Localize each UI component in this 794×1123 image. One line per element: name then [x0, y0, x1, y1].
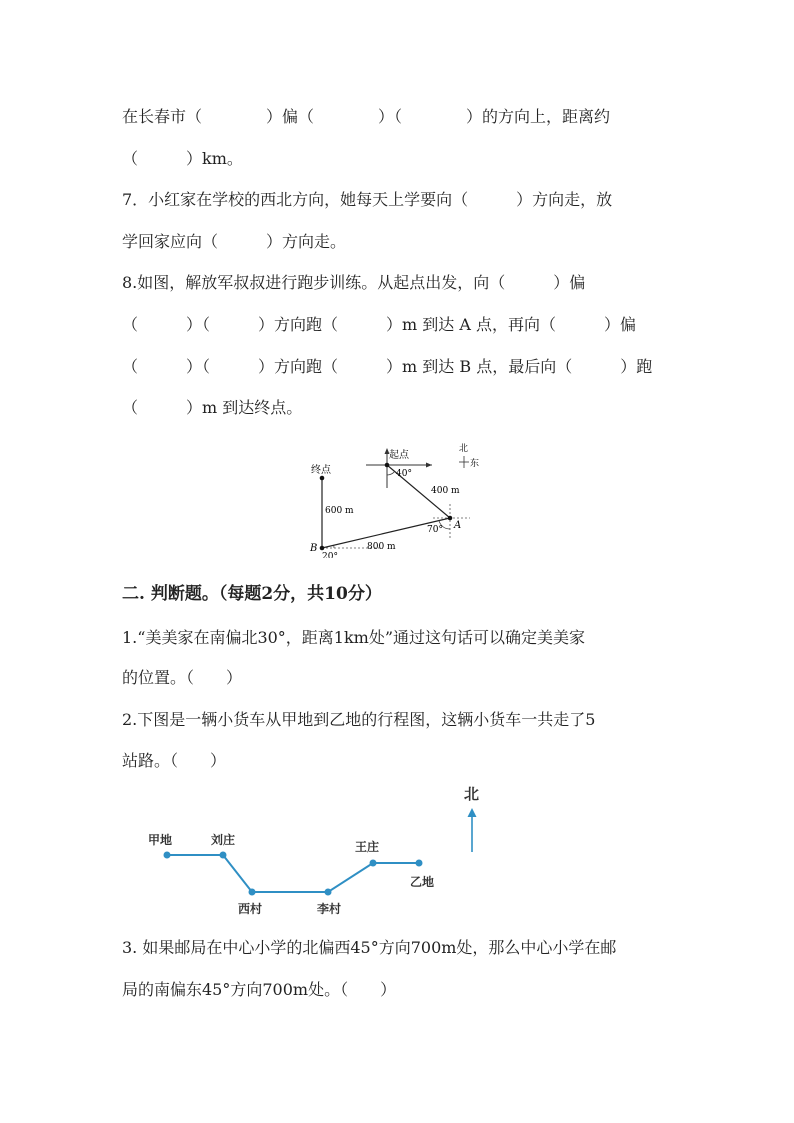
point-a-label: A: [454, 520, 462, 531]
angle-a-label: 70°: [427, 525, 443, 535]
start-point: [385, 463, 390, 468]
q8-line-1: 8.如图，解放军叔叔进行跑步训练。从起点出发，向（ ）偏: [122, 273, 586, 292]
angle-start-label: 40°: [396, 469, 412, 479]
q7-line-1: 7．小红家在学校的西北方向，她每天上学要向（ ）方向走，放: [122, 190, 613, 209]
stop-dot-yidi: [416, 860, 423, 867]
north-label: 北: [464, 785, 480, 803]
q8-line-3: （ ）（ ）方向跑（ ）m 到达 B 点，最后向（ ）跑: [122, 357, 653, 376]
stop-label-wangzhuang: 王庄: [355, 840, 380, 854]
stop-dot-jiadi: [164, 852, 171, 859]
route-line: [167, 855, 419, 892]
judge-3-line-1: 3. 如果邮局在中心小学的北偏西45°方向700m处，那么中心小学在邮: [122, 938, 617, 957]
point-a: [448, 516, 453, 521]
point-b-label: B: [310, 543, 318, 554]
angle-arc-start: [387, 471, 395, 475]
end-point: [320, 476, 325, 481]
q7-line-2: 学回家应向（ ）方向走。: [122, 232, 347, 251]
dist-ab-label: 800 m: [367, 542, 396, 552]
stop-dot-licun: [325, 889, 332, 896]
stop-dot-wangzhuang: [370, 860, 377, 867]
dist-sa-label: 400 m: [431, 486, 460, 496]
stop-dot-xicun: [249, 889, 256, 896]
stop-dot-liuzhuang: [220, 852, 227, 859]
start-label: 起点: [389, 450, 409, 461]
truck-route-diagram: [140, 780, 500, 920]
judge-3-line-2: 局的南偏东45°方向700m处。（ ）: [122, 980, 397, 999]
stop-label-liuzhuang: 刘庄: [211, 833, 236, 847]
end-label: 终点: [311, 465, 331, 476]
running-route-diagram: [300, 438, 500, 558]
judge-1-line-1: 1.“美美家在南偏北30°，距离1km处”通过这句话可以确定美美家: [122, 628, 586, 647]
stop-label-licun: 李村: [317, 902, 342, 916]
stop-label-yidi: 乙地: [410, 875, 435, 889]
stop-label-xicun: 西村: [238, 902, 263, 916]
q6-line-2: （ ）km。: [122, 149, 243, 168]
q6-line-1: 在长春市（ ）偏（ ）（ ）的方向上，距离约: [122, 107, 611, 126]
judge-2-line-2: 站路。（ ）: [122, 751, 227, 770]
north-arrow-head: [468, 808, 477, 817]
compass-east-label: 东: [470, 459, 480, 469]
section-2-title: 二. 判断题。（每题2分，共10分）: [122, 584, 382, 604]
judge-2-line-1: 2.下图是一辆小货车从甲地到乙地的行程图，这辆小货车一共走了5: [122, 710, 596, 729]
angle-b-label: 20°: [322, 552, 338, 558]
judge-1-line-2: 的位置。（ ）: [122, 668, 243, 687]
point-b: [320, 546, 325, 551]
q8-line-2: （ ）（ ）方向跑（ ）m 到达 A 点，再向（ ）偏: [122, 315, 636, 334]
compass-north-label: 北: [459, 444, 469, 454]
q8-line-4: （ ）m 到达终点。: [122, 398, 303, 417]
stop-label-jiadi: 甲地: [148, 833, 173, 847]
dist-b-end-label: 600 m: [325, 506, 354, 516]
